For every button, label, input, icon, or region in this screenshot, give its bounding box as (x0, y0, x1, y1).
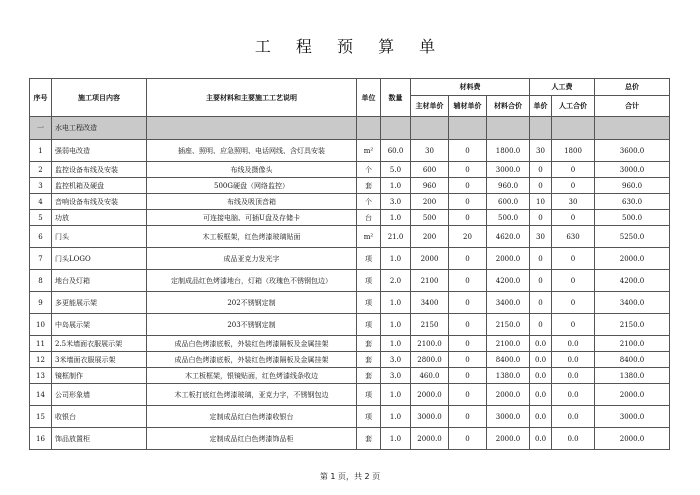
cell-grand-total: 4200.0 (595, 270, 670, 292)
cell-grand-total: 2000.0 (595, 428, 670, 450)
cell-grand-total: 1380.0 (595, 368, 670, 384)
cell-main-price: 2800.0 (411, 352, 449, 368)
cell-material-total: 2000.0 (487, 384, 530, 406)
cell-material: 成品白色烤漆底板，外装红色烤漆隔板及金属挂架 (147, 352, 357, 368)
cell-material-total: 3400.0 (487, 292, 530, 314)
cell-material-total: 3000.0 (487, 162, 530, 178)
cell-labor-price: 0.0 (530, 352, 552, 368)
header-labor-price: 单价 (530, 96, 552, 117)
cell-aux-price: 20 (449, 226, 487, 248)
page-title: 工 程 预 算 单 (254, 37, 446, 56)
header-aux-price: 辅材单价 (449, 96, 487, 117)
cell-labor-total: 630 (552, 226, 595, 248)
cell-material: 500G硬盘（网络监控） (147, 178, 357, 194)
cell-aux-price: 0 (449, 384, 487, 406)
cell-aux-price: 0 (449, 428, 487, 450)
cell-project: 监控设备布线及安装 (52, 162, 147, 178)
cell-qty: 1.0 (381, 314, 411, 336)
cell-seq: 16 (30, 428, 52, 450)
cell-seq: 7 (30, 248, 52, 270)
cell-qty: 3.0 (381, 368, 411, 384)
cell-project: 门头 (52, 226, 147, 248)
cell-project: 功放 (52, 210, 147, 226)
cell-qty: 1.0 (381, 428, 411, 450)
cell-seq: 3 (30, 178, 52, 194)
cell-material: 木工板框架，红色烤漆玻璃贴面 (147, 226, 357, 248)
cell-material: 木工板打底红色烤漆玻璃，亚克力字，不锈钢包边 (147, 384, 357, 406)
cell-labor-total: 0.0 (552, 336, 595, 352)
cell-aux-price: 0 (449, 270, 487, 292)
cell-labor-total: 1800 (552, 140, 595, 162)
table-row (30, 314, 670, 336)
cell-seq: 15 (30, 406, 52, 428)
cell-labor-total: 0 (552, 248, 595, 270)
cell-material: 插座、照明、应急照明、电话网线、含灯具安装 (147, 140, 357, 162)
cell-aux-price: 0 (449, 210, 487, 226)
cell-grand-total: 3000.0 (595, 162, 670, 178)
cell-grand-total: 2000.0 (595, 384, 670, 406)
cell-labor-price: 0.0 (530, 368, 552, 384)
table-row (30, 140, 670, 162)
table-row (30, 178, 670, 194)
header-material-fee: 材料费 (411, 79, 530, 96)
cell-seq: 11 (30, 336, 52, 352)
cell-aux-price: 0 (449, 406, 487, 428)
cell-material: 成品白色烤漆底板，外装红色烤漆隔板及金属挂架 (147, 336, 357, 352)
cell-material: 202不锈钢定制 (147, 292, 357, 314)
cell-labor-price: 0 (530, 248, 552, 270)
cell-labor-price: 0.0 (530, 384, 552, 406)
cell-seq: 13 (30, 368, 52, 384)
table-row (30, 368, 670, 384)
cell-seq: 5 (30, 210, 52, 226)
cell-grand-total: 630.0 (595, 194, 670, 210)
section-row (30, 117, 670, 140)
cell-material-total: 8400.0 (487, 352, 530, 368)
cell-unit: 套 (357, 336, 381, 352)
cell-unit: 项 (357, 384, 381, 406)
cell-unit: m² (357, 226, 381, 248)
cell-grand-total: 3400.0 (595, 292, 670, 314)
cell-seq: 14 (30, 384, 52, 406)
cell-labor-price: 0 (530, 210, 552, 226)
table-row (30, 162, 670, 178)
cell-material-total: 960.0 (487, 178, 530, 194)
cell-labor-price: 30 (530, 226, 552, 248)
cell-main-price: 30 (411, 140, 449, 162)
cell-project: 饰品放置柜 (52, 428, 147, 450)
cell-labor-price: 30 (530, 140, 552, 162)
header-row-top (30, 79, 670, 96)
cell-main-price: 3400 (411, 292, 449, 314)
cell-labor-price: 0 (530, 270, 552, 292)
cell-material-total: 600.0 (487, 194, 530, 210)
cell-aux-price: 0 (449, 368, 487, 384)
header-labor-total: 人工合价 (552, 96, 595, 117)
cell-material-total: 1380.0 (487, 368, 530, 384)
cell-qty: 1.0 (381, 384, 411, 406)
cell-labor-price: 0 (530, 178, 552, 194)
cell-seq: 6 (30, 226, 52, 248)
cell-material: 203不锈钢定制 (147, 314, 357, 336)
cell-unit: m² (357, 140, 381, 162)
cell-grand-total: 3000.0 (595, 406, 670, 428)
cell-material-total: 2000.0 (487, 248, 530, 270)
cell-seq: 4 (30, 194, 52, 210)
cell-labor-total: 0.0 (552, 428, 595, 450)
cell-main-price: 2150 (411, 314, 449, 336)
cell-seq: 10 (30, 314, 52, 336)
page-footer: 第 1 页，共 2 页 (319, 472, 381, 481)
cell-unit: 个 (357, 194, 381, 210)
cell-project: 公司形象墙 (52, 384, 147, 406)
cell-labor-price: 0 (530, 162, 552, 178)
cell-labor-total: 0.0 (552, 352, 595, 368)
cell-main-price: 600 (411, 162, 449, 178)
cell-labor-total: 30 (552, 194, 595, 210)
cell-material-total: 2100.0 (487, 336, 530, 352)
cell-main-price: 2000.0 (411, 384, 449, 406)
budget-table (29, 78, 670, 450)
cell-aux-price: 0 (449, 140, 487, 162)
cell-material: 布线及吸顶音箱 (147, 194, 357, 210)
cell-project: 门头LOGO (52, 248, 147, 270)
cell-main-price: 2100 (411, 270, 449, 292)
cell-main-price: 2000.0 (411, 428, 449, 450)
cell-qty: 3.0 (381, 194, 411, 210)
cell-project: 地台及灯箱 (52, 270, 147, 292)
cell-material-total: 4200.0 (487, 270, 530, 292)
cell-project: 镜框制作 (52, 368, 147, 384)
cell-material: 可连接电脑、可插U盘及存储卡 (147, 210, 357, 226)
cell-unit: 套 (357, 368, 381, 384)
cell-aux-price: 0 (449, 178, 487, 194)
cell-material: 定制成品红白色烤漆饰品柜 (147, 428, 357, 450)
cell-main-price: 2100.0 (411, 336, 449, 352)
cell-qty: 3.0 (381, 352, 411, 368)
cell-unit: 套 (357, 352, 381, 368)
cell-unit: 项 (357, 292, 381, 314)
cell-grand-total: 3600.0 (595, 140, 670, 162)
cell-qty: 5.0 (381, 162, 411, 178)
cell-material: 木工板框架，银镜贴面，红色烤漆线条收边 (147, 368, 357, 384)
cell-labor-total: 0.0 (552, 406, 595, 428)
cell-main-price: 200 (411, 194, 449, 210)
cell-labor-price: 0 (530, 292, 552, 314)
cell-material-total: 2150.0 (487, 314, 530, 336)
header-qty: 数量 (381, 79, 411, 117)
section-seq: 一 (30, 117, 52, 140)
cell-unit: 项 (357, 314, 381, 336)
cell-unit: 项 (357, 270, 381, 292)
cell-grand-total: 5250.0 (595, 226, 670, 248)
cell-seq: 8 (30, 270, 52, 292)
table-row (30, 384, 670, 406)
cell-aux-price: 0 (449, 352, 487, 368)
cell-qty: 1.0 (381, 248, 411, 270)
table-row (30, 248, 670, 270)
cell-seq: 9 (30, 292, 52, 314)
cell-material: 成品亚克力发光字 (147, 248, 357, 270)
header-seq: 序号 (30, 79, 52, 117)
cell-main-price: 200 (411, 226, 449, 248)
cell-labor-total: 0.0 (552, 368, 595, 384)
cell-material-total: 500.0 (487, 210, 530, 226)
cell-grand-total: 2150.0 (595, 314, 670, 336)
cell-main-price: 3000.0 (411, 406, 449, 428)
cell-grand-total: 8400.0 (595, 352, 670, 368)
cell-labor-total: 0 (552, 292, 595, 314)
cell-labor-total: 0 (552, 314, 595, 336)
cell-grand-total: 2100.0 (595, 336, 670, 352)
cell-unit: 项 (357, 248, 381, 270)
cell-material-total: 4620.0 (487, 226, 530, 248)
cell-aux-price: 0 (449, 194, 487, 210)
cell-grand-total: 2000.0 (595, 248, 670, 270)
section-name: 水电工程改造 (52, 117, 147, 140)
cell-grand-total: 500.0 (595, 210, 670, 226)
cell-seq: 12 (30, 352, 52, 368)
cell-unit: 个 (357, 162, 381, 178)
header-labor-fee: 人工费 (530, 79, 595, 96)
cell-main-price: 960 (411, 178, 449, 194)
cell-project: 多更能展示架 (52, 292, 147, 314)
cell-project: 2.5米墙面衣服展示架 (52, 336, 147, 352)
header-grand-total: 合计 (595, 96, 670, 117)
table-row (30, 292, 670, 314)
cell-material: 定制成品红色烤漆地台，灯箱（玫瑰色不锈钢包边） (147, 270, 357, 292)
cell-project: 3米墙面衣服展示架 (52, 352, 147, 368)
cell-project: 音响设备布线及安装 (52, 194, 147, 210)
cell-qty: 1.0 (381, 210, 411, 226)
cell-unit: 项 (357, 406, 381, 428)
cell-material-total: 2000.0 (487, 428, 530, 450)
table-row (30, 270, 670, 292)
cell-labor-total: 0.0 (552, 384, 595, 406)
cell-grand-total: 960.0 (595, 178, 670, 194)
table-row (30, 336, 670, 352)
cell-labor-price: 10 (530, 194, 552, 210)
cell-labor-price: 0.0 (530, 406, 552, 428)
cell-labor-total: 0 (552, 178, 595, 194)
cell-qty: 1.0 (381, 336, 411, 352)
table-row (30, 352, 670, 368)
cell-labor-price: 0.0 (530, 428, 552, 450)
cell-qty: 2.0 (381, 270, 411, 292)
cell-aux-price: 0 (449, 292, 487, 314)
cell-main-price: 2000 (411, 248, 449, 270)
cell-aux-price: 0 (449, 162, 487, 178)
cell-material: 布线及摄像头 (147, 162, 357, 178)
cell-qty: 21.0 (381, 226, 411, 248)
table-row (30, 428, 670, 450)
cell-project: 监控机箱及硬盘 (52, 178, 147, 194)
cell-seq: 2 (30, 162, 52, 178)
table-row (30, 210, 670, 226)
cell-unit: 套 (357, 428, 381, 450)
cell-project: 收银台 (52, 406, 147, 428)
cell-aux-price: 0 (449, 314, 487, 336)
cell-labor-total: 0 (552, 162, 595, 178)
cell-labor-total: 0 (552, 210, 595, 226)
cell-qty: 1.0 (381, 178, 411, 194)
cell-aux-price: 0 (449, 248, 487, 270)
cell-qty: 1.0 (381, 292, 411, 314)
cell-project: 中岛展示架 (52, 314, 147, 336)
header-unit: 单位 (357, 79, 381, 117)
header-grand-price: 总价 (595, 79, 670, 96)
cell-material-total: 3000.0 (487, 406, 530, 428)
cell-labor-total: 0 (552, 270, 595, 292)
cell-unit: 台 (357, 210, 381, 226)
cell-material: 定制成品红白色烤漆收银台 (147, 406, 357, 428)
cell-project: 强弱电改造 (52, 140, 147, 162)
header-main-price: 主材单价 (411, 96, 449, 117)
cell-main-price: 460.0 (411, 368, 449, 384)
cell-labor-price: 0 (530, 314, 552, 336)
table-row (30, 226, 670, 248)
header-material-total: 材料合价 (487, 96, 530, 117)
header-material: 主要材料和主要施工工艺说明 (147, 79, 357, 117)
cell-unit: 套 (357, 178, 381, 194)
table-row (30, 194, 670, 210)
cell-material-total: 1800.0 (487, 140, 530, 162)
cell-aux-price: 0 (449, 336, 487, 352)
cell-qty: 60.0 (381, 140, 411, 162)
table-row (30, 406, 670, 428)
cell-labor-price: 0.0 (530, 336, 552, 352)
header-project: 施工项目内容 (52, 79, 147, 117)
cell-seq: 1 (30, 140, 52, 162)
cell-qty: 1.0 (381, 406, 411, 428)
cell-main-price: 500 (411, 210, 449, 226)
